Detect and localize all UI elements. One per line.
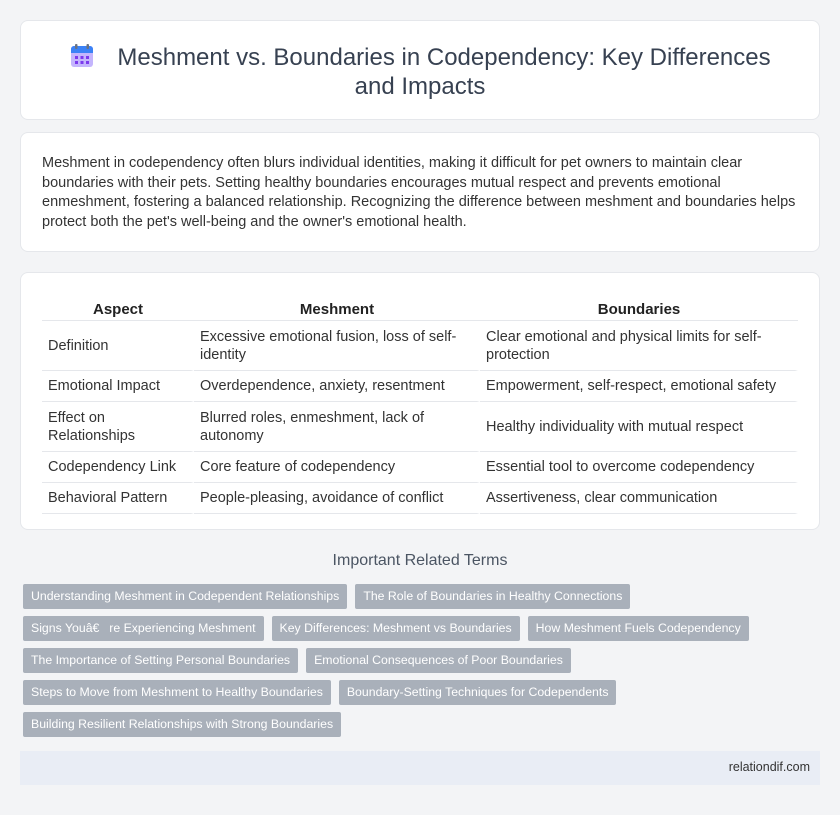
- table-row: [42, 483, 798, 514]
- cell-meshment: Blurred roles, enmeshment, lack of autonomy: [194, 402, 480, 452]
- cell-aspect: Definition: [42, 321, 194, 371]
- page-title-text: Meshment vs. Boundaries in Codependency: Key Differences and Impacts: [117, 44, 771, 100]
- related-term-tag[interactable]: Building Resilient Relationships with Strong Boundaries: [23, 712, 341, 737]
- related-term-tag[interactable]: Key Differences: Meshment vs Boundaries: [272, 616, 520, 641]
- related-term-tag[interactable]: The Role of Boundaries in Healthy Connections: [355, 584, 630, 609]
- related-term-tag[interactable]: How Meshment Fuels Codependency: [528, 616, 749, 641]
- header-meshment: Meshment: [194, 293, 480, 321]
- related-term-tag[interactable]: Understanding Meshment in Codependent Relationships: [23, 584, 347, 609]
- cell-boundaries: Empowerment, self-respect, emotional safety: [480, 371, 798, 402]
- cell-meshment: Overdependence, anxiety, resentment: [194, 371, 480, 402]
- calendar-icon: [69, 43, 95, 69]
- intro-paragraph: Meshment in codependency often blurs individual identities, making it difficult for pet owners to maintain clear boundaries with their pets. Setting healthy boundaries encourages mutual respect and prevents emotional enmeshment, fostering a balanced relationship. Recognizing the difference between meshment and boundaries helps protect both the pet's well-being and the owner's emotional health.: [42, 155, 796, 230]
- cell-meshment: Excessive emotional fusion, loss of self-identity: [194, 321, 480, 371]
- cell-boundaries: Clear emotional and physical limits for self-protection: [480, 321, 798, 371]
- cell-aspect: Effect on Relationships: [42, 402, 194, 452]
- title-card: [20, 20, 820, 120]
- cell-aspect: Emotional Impact: [42, 371, 194, 402]
- related-terms-list: [23, 584, 823, 744]
- table-row: [42, 452, 798, 483]
- footer: [20, 751, 820, 785]
- related-term-tag[interactable]: Steps to Move from Meshment to Healthy Boundaries: [23, 680, 331, 705]
- related-terms-heading: Important Related Terms: [332, 552, 508, 569]
- cell-meshment: Core feature of codependency: [194, 452, 480, 483]
- cell-boundaries: Healthy individuality with mutual respect: [480, 402, 798, 452]
- header-boundaries: Boundaries: [480, 293, 798, 321]
- cell-meshment: People-pleasing, avoidance of conflict: [194, 483, 480, 514]
- related-term-tag[interactable]: The Importance of Setting Personal Boundaries: [23, 648, 298, 673]
- related-term-tag[interactable]: Emotional Consequences of Poor Boundaries: [306, 648, 571, 673]
- cell-boundaries: Assertiveness, clear communication: [480, 483, 798, 514]
- related-term-tag[interactable]: Signs Youâ€re Experiencing Meshment: [23, 616, 264, 641]
- intro-card: [20, 132, 820, 252]
- cell-aspect: Behavioral Pattern: [42, 483, 194, 514]
- comparison-card: [20, 272, 820, 530]
- table-header-row: [42, 293, 798, 321]
- comparison-table: [42, 293, 798, 514]
- cell-aspect: Codependency Link: [42, 452, 194, 483]
- table-row: [42, 371, 798, 402]
- cell-boundaries: Essential tool to overcome codependency: [480, 452, 798, 483]
- table-row: [42, 321, 798, 371]
- related-term-tag[interactable]: Boundary-Setting Techniques for Codependents: [339, 680, 617, 705]
- footer-site-link[interactable]: relationdif.com: [728, 760, 810, 774]
- page-title: [51, 43, 789, 101]
- header-aspect: Aspect: [42, 293, 194, 321]
- table-row: [42, 402, 798, 452]
